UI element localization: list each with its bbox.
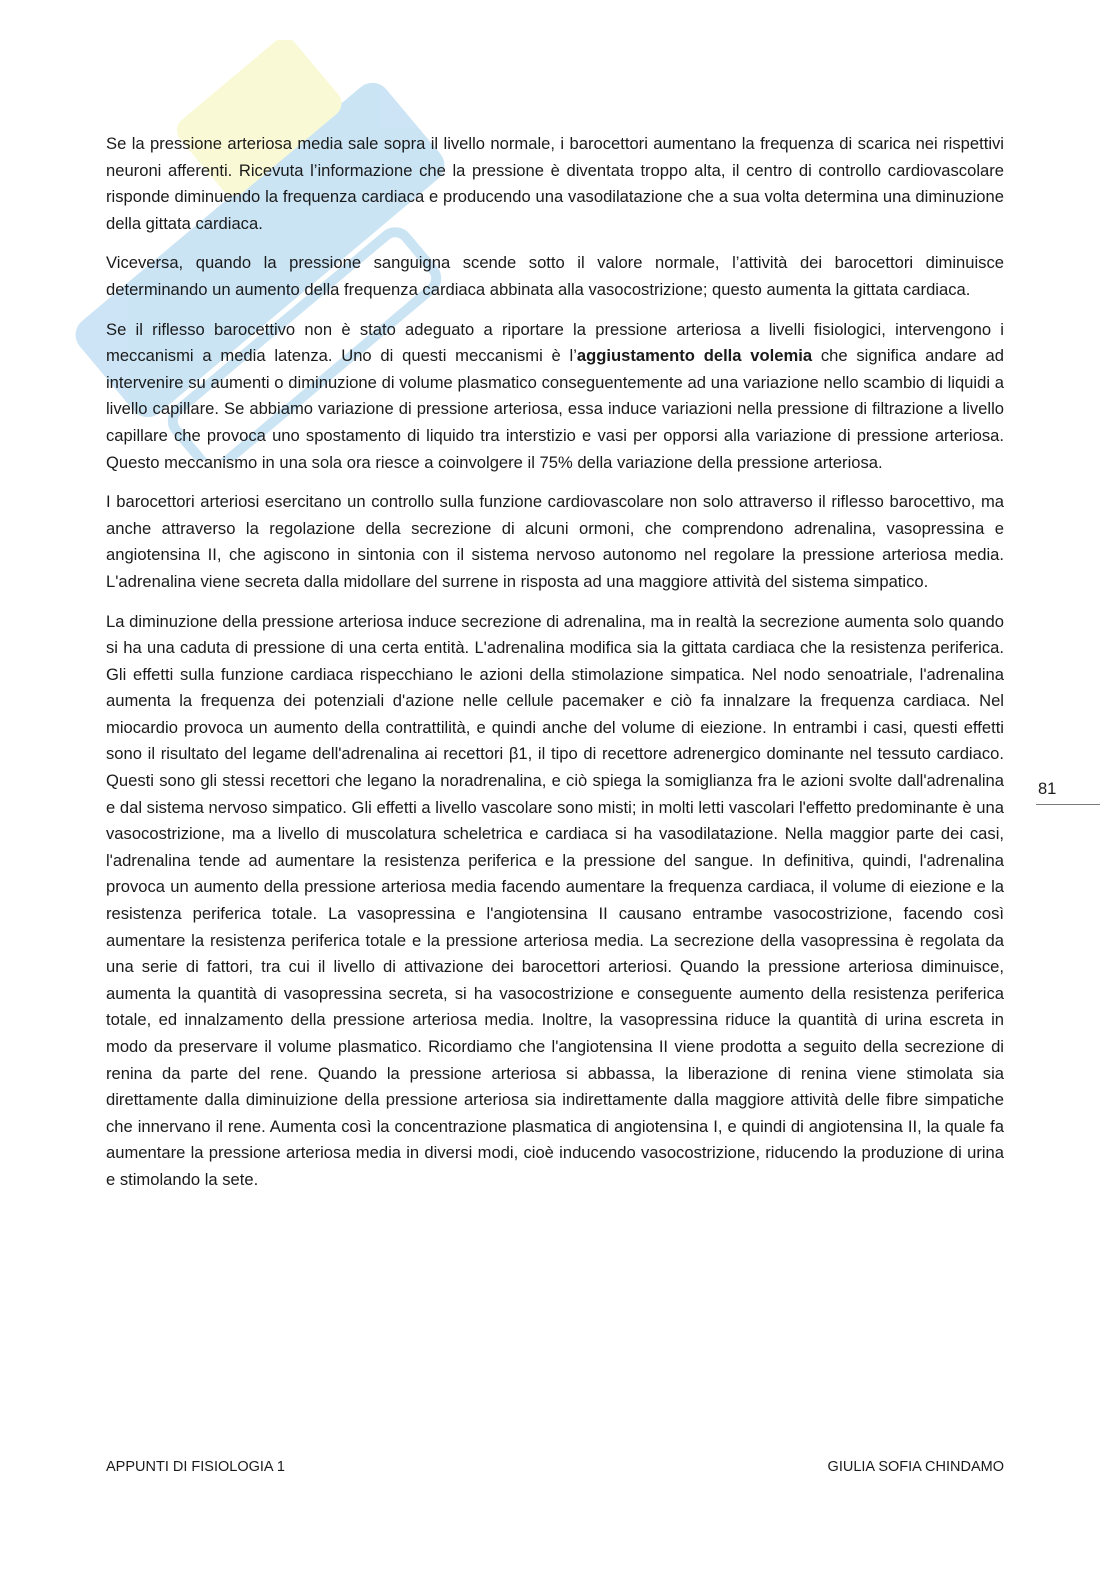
- paragraph-5-text: La diminuzione della pressione arteriosa induce secrezione di adrenalina, ma in realtà la secrezione aumenta solo quando si ha una caduta di pressione di una certa entità. L'adrenalina modifica sia la gittata cardiaca che la resistenza periferica. Gli effetti sulla funzione cardiaca rispecchiano le azioni della stimolazione simpatica. Nel nodo senoatriale, l'adrenalina aumenta la frequenza dei potenziali d'azione nelle cellule pacemaker e ciò fa innalzare la frequenza cardiaca. Nel miocardio provoca un aumento della contrattilità, e quindi anche del volume di eiezione. In entrambi i casi, questi effetti sono il risultato del legame dell'adrenalina ai recettori β1, il tipo di recettore adrenergico dominante nel tessuto cardiaco. Questi sono gli stessi recettori che legano la noradrenalina, e ciò spiega la somiglianza fra le azioni svolte dall'adrenalina e dal sistema nervoso simpatico. Gli effetti a livello vascolare sono misti; in molti letti vascolari l'effetto predominante è una vasocostrizione, ma a livello di muscolatura scheletrica e cardiaca si ha vasodilatazione. Nella maggior parte dei casi, l'adrenalina tende ad aumentare la resistenza periferica e la pressione del sangue. In definitiva, quindi, l'adrenalina provoca un aumento della pressione arteriosa media facendo aumentare la frequenza cardiaca, il volume di eiezione e la resistenza periferica totale. La vasopressina e l'angiotensina II causano entrambe vasocostrizione, facendo così aumentare la resistenza periferica totale e la pressione arteriosa media. La secrezione della vasopressina è regolata da una serie di fattori, tra cui il livello di attivazione dei barocettori arteriosi. Quando la pressione arteriosa diminuisce, aumenta la quantità di vasopressina secreta, si ha vasocostrizione e conseguente aumento della resistenza periferica totale, ed innalzamento della pressione arteriosa media. Inoltre, la vasopressina riduce la quantità di urina escreta in modo da preservare il volume plasmatico. Ricordiamo che l'angiotensina II viene prodotta a seguito della secrezione di renina da parte del rene. Quando la pressione arteriosa si abbassa, la liberazione di renina viene stimolata sia direttamente dalla diminuizione della pressione arteriosa sia indirettamente dalla maggiore attività delle fibre simpatiche che innervano il rene. Aumenta così la concentrazione plasmatica di angiotensina I, e quindi di angiotensina II, la quale fa aumentare la pressione arteriosa media in diversi modi, cioè inducendo vasocostrizione, riducendo la produzione di urina e stimolando la sete.: [106, 611, 1004, 1189]
- paragraph-3-text-after: che significa andare ad intervenire su aumenti o diminuzione di volume plasmatico conseguentemente ad una variazione nello scambio di liquidi a livello capillare. Se abbiamo variazione di pressione arteriosa, essa induce variazioni nella pressione di filtrazione a livello capillare che provoca uno spostamento di liquido tra interstizio e vasi per opporsi alla variazione di pressione arteriosa. Questo meccanismo in una sola ora riesce a coinvolgere il 75% della variazione della pressione arteriosa.: [106, 346, 1005, 472]
- paragraph-1: [106, 131, 1004, 237]
- paragraph-3-bold-term: aggiustamento della volemia: [576, 346, 813, 366]
- paragraph-1-text: Se la pressione arteriosa media sale sopra il livello normale, i barocettori aumentano la frequenza di scarica nei rispettivi neuroni afferenti. Ricevuta l’informazione che la pressione è diventata troppo alta, il centro di controllo cardiovascolare risponde diminuendo la frequenza cardiaca e producendo una vasodilatazione che a sua volta determina una diminuzione della gittata cardiaca.: [106, 134, 1004, 233]
- page-number: 81: [1036, 780, 1100, 805]
- paragraph-4: [106, 489, 1004, 595]
- paragraph-2-text: Viceversa, quando la pressione sanguigna scende sotto il valore normale, l’attività dei barocettori diminuisce determinando un aumento della frequenza cardiaca abbinata alla vasocostrizione; questo aumenta la gittata cardiaca.: [106, 253, 1004, 299]
- paragraph-2: [106, 250, 1004, 303]
- paragraph-3-text-before: Se il riflesso barocettivo non è stato adeguato a riportare la pressione arteriosa a livelli fisiologici, intervengono i meccanismi a media latenza. Uno di questi meccanismi è l’: [106, 319, 1004, 366]
- paragraph-5: [106, 609, 1004, 1194]
- paragraph-4-text: I barocettori arteriosi esercitano un controllo sulla funzione cardiovascolare non solo attraverso il riflesso barocettivo, ma anche attraverso la regolazione della secrezione di alcuni ormoni, che comprendono adrenalina, vasopressina e angiotensina II, che agiscono in sintonia con il sistema nervoso autonomo nel regolare la pressione arteriosa media. L'adrenalina viene secreta dalla midollare del surrene in risposta ad una maggiore attività del sistema simpatico.: [106, 492, 1004, 591]
- footer-author-name: GIULIA SOFIA CHINDAMO: [827, 1459, 1004, 1475]
- paragraph-3: [106, 317, 1004, 477]
- footer-document-title: APPUNTI DI FISIOLOGIA 1: [106, 1459, 285, 1475]
- document-body: [106, 131, 1004, 1207]
